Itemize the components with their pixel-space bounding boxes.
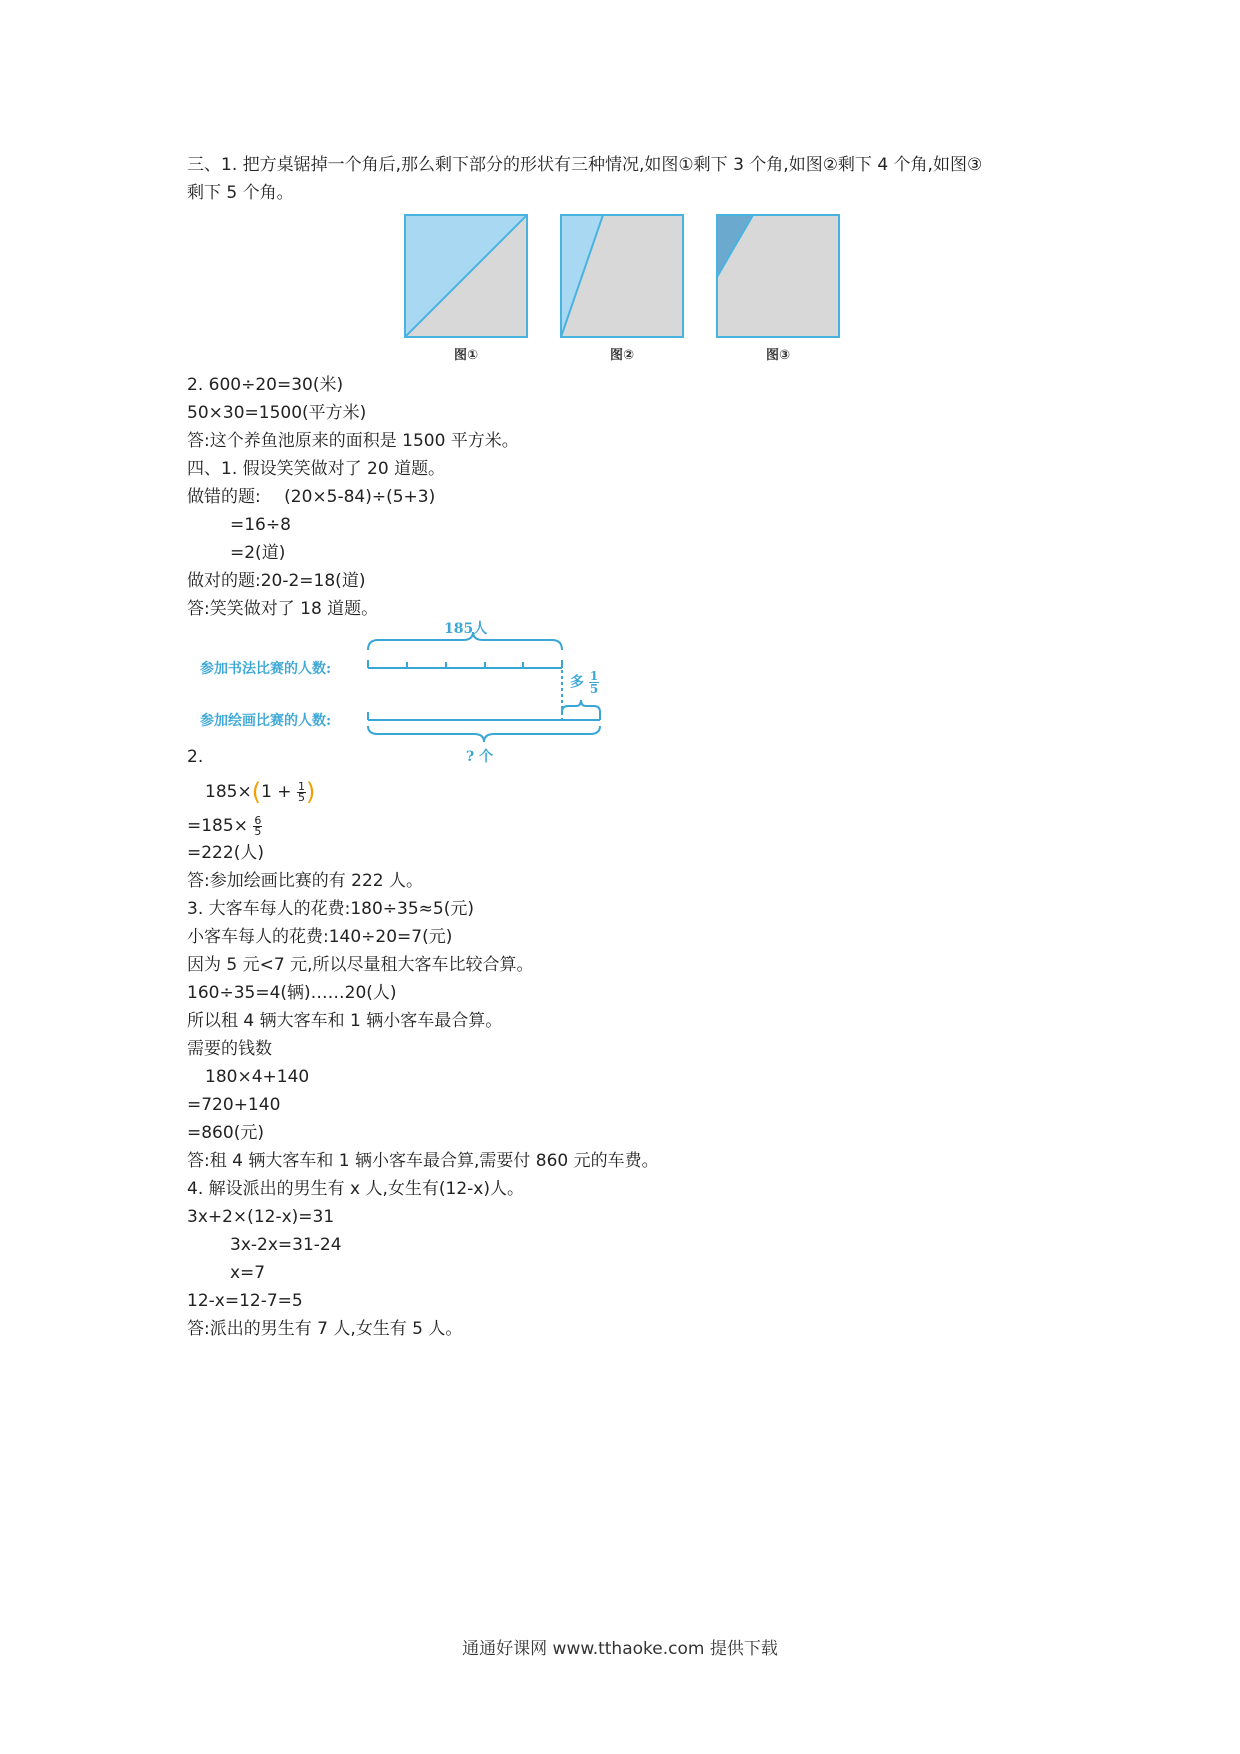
s3-q2-line1: 2. 600÷20=30(米) xyxy=(187,375,344,395)
q2-expr1-fraction xyxy=(297,779,306,804)
s4-q3-line2: 小客车每人的花费:140÷20=7(元) xyxy=(187,927,453,947)
figure-3-drawing xyxy=(716,214,840,338)
q2-expr2-fnum: 6 xyxy=(254,813,262,827)
s4-q2-result: =222(人) xyxy=(187,843,264,863)
s4-q3-line6: 需要的钱数 xyxy=(187,1039,272,1059)
row1-label: 参加书法比赛的人数: xyxy=(200,661,332,677)
figure-1-caption: 图① xyxy=(453,348,478,363)
figure-1 xyxy=(404,214,528,363)
s4-q3-line5: 所以租 4 辆大客车和 1 辆小客车最合算。 xyxy=(187,1011,503,1031)
s4-q3-line8: =720+140 xyxy=(187,1095,281,1115)
square-figures xyxy=(404,214,844,364)
s4-q1-right: 做对的题:20-2=18(道) xyxy=(187,571,366,591)
s4-q4-line3: 3x-2x=31-24 xyxy=(230,1235,342,1255)
s4-q1-wrong-label: 做错的题: xyxy=(187,487,261,507)
s4-q4-line1: 4. 解设派出的男生有 x 人,女生有(12-x)人。 xyxy=(187,1179,524,1199)
s4-q4-line2: 3x+2×(12-x)=31 xyxy=(187,1207,335,1227)
q2-expr2-fraction xyxy=(253,813,262,838)
q2-expr1-pre: 185× xyxy=(205,782,252,802)
s4-q2-answer: 答:参加绘画比赛的有 222 人。 xyxy=(187,871,423,891)
s4-q2-num: 2. xyxy=(187,747,204,767)
more-text: 多 xyxy=(570,674,584,691)
figure-1-drawing xyxy=(404,214,528,338)
more-frac-num: 1 xyxy=(589,669,599,683)
figure-2-drawing xyxy=(560,214,684,338)
q2-expr2-fden: 5 xyxy=(254,824,262,838)
more-frac-den: 5 xyxy=(589,682,599,696)
figure-3 xyxy=(716,214,840,363)
q2-expr1-one: 1 + xyxy=(261,782,292,802)
s4-q3-answer: 答:租 4 辆大客车和 1 辆小客车最合算,需要付 860 元的车费。 xyxy=(187,1151,659,1171)
s3-q1-line2: 剩下 5 个角。 xyxy=(187,183,294,203)
figure-2 xyxy=(560,214,684,363)
paren-close: ) xyxy=(305,778,316,806)
q2-expr1-fden: 5 xyxy=(297,790,305,804)
s4-q3-line4: 160÷35=4(辆)……20(人) xyxy=(187,983,397,1003)
segment-diagram-lines xyxy=(200,618,620,770)
s4-q3-line9: =860(元) xyxy=(187,1123,264,1143)
s4-q3-line7: 180×4+140 xyxy=(205,1067,310,1087)
s4-q1-step3: =2(道) xyxy=(230,543,286,563)
figure-3-caption: 图③ xyxy=(765,348,790,363)
more-label xyxy=(570,670,599,695)
paren-open: ( xyxy=(251,778,262,806)
s4-q4-line4: x=7 xyxy=(230,1263,266,1283)
s4-q2-expr1 xyxy=(205,778,315,806)
s4-q1-wrong xyxy=(187,486,435,508)
s4-q3-line1: 3. 大客车每人的花费:180÷35≈5(元) xyxy=(187,899,474,919)
s4-q1-wrong-expr: (20×5-84)÷(5+3) xyxy=(284,487,436,507)
s3-q2-answer: 答:这个养鱼池原来的面积是 1500 平方米。 xyxy=(187,431,519,451)
s4-q1-intro: 四、1. 假设笑笑做对了 20 道题。 xyxy=(187,459,446,479)
row2-label: 参加绘画比赛的人数: xyxy=(200,713,332,729)
q2-expr1-fnum: 1 xyxy=(297,779,305,793)
bottom-unknown-label: ? 个 xyxy=(466,749,494,765)
top-total-label: 185人 xyxy=(444,621,488,637)
s4-q2-expr2 xyxy=(187,814,262,838)
footer-source: 通通好课网 www.tthaoke.com 提供下载 xyxy=(462,1639,778,1659)
s4-q4-answer: 答:派出的男生有 7 人,女生有 5 人。 xyxy=(187,1319,463,1339)
segment-diagram xyxy=(200,618,620,770)
s4-q1-step2: =16÷8 xyxy=(230,515,291,535)
figure-2-caption: 图② xyxy=(609,348,634,363)
q2-expr2-pre: =185× xyxy=(187,816,248,836)
s4-q3-line3: 因为 5 元<7 元,所以尽量租大客车比较合算。 xyxy=(187,955,534,975)
more-fraction xyxy=(589,670,599,695)
s4-q4-line5: 12-x=12-7=5 xyxy=(187,1291,303,1311)
s4-q1-answer: 答:笑笑做对了 18 道题。 xyxy=(187,599,379,619)
s3-q1-line1: 三、1. 把方桌锯掉一个角后,那么剩下部分的形状有三种情况,如图①剩下 3 个角,如图②剩下 4 个角,如图③ xyxy=(187,155,983,175)
s3-q2-line2: 50×30=1500(平方米) xyxy=(187,403,367,423)
